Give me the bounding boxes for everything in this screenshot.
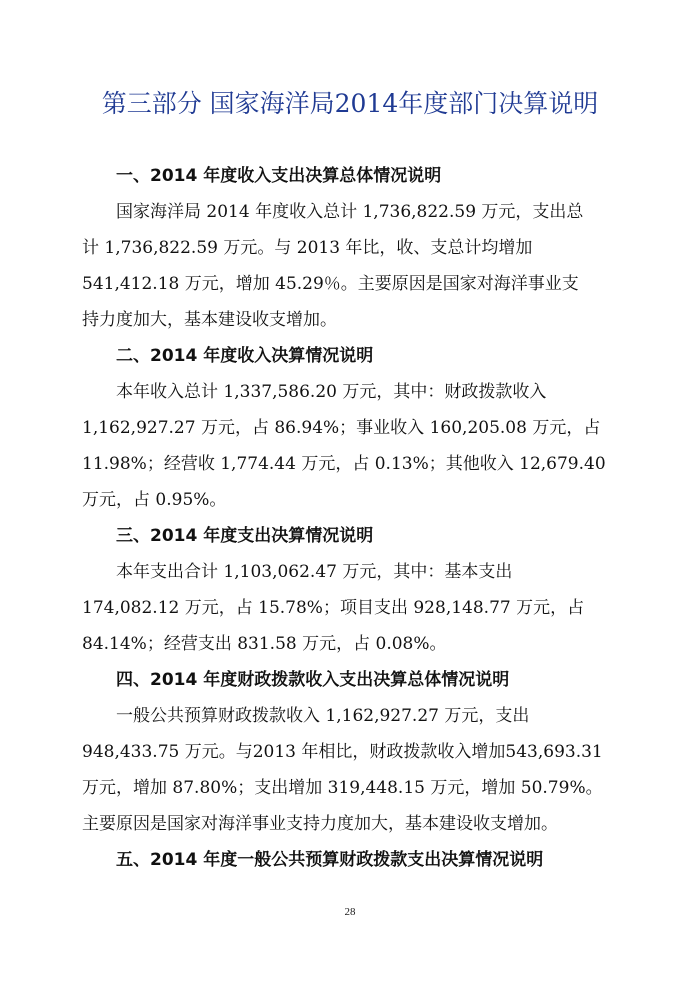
section-heading-3: 三、2014 年度支出决算情况说明	[116, 526, 374, 546]
paragraph-line: 主要原因是国家对海洋事业支持力度加大，基本建设收支增加。	[82, 814, 558, 834]
paragraph-line: 国家海洋局 2014 年度收入总计 1,736,822.59 万元，支出总	[116, 202, 584, 222]
paragraph-line: 万元，增加 87.80%；支出增加 319,448.15 万元，增加 50.79%。	[82, 778, 603, 798]
section-heading-4: 四、2014 年度财政拨款收入支出决算总体情况说明	[116, 670, 510, 690]
paragraph-line: 一般公共预算财政拨款收入 1,162,927.27 万元，支出	[116, 706, 530, 726]
section-heading-1: 一、2014 年度收入支出决算总体情况说明	[116, 166, 442, 186]
paragraph-line: 计 1,736,822.59 万元。与 2013 年比，收、支总计均增加	[82, 238, 533, 258]
paragraph-line: 84.14%；经营支出 831.58 万元，占 0.08%。	[82, 634, 447, 654]
paragraph-line: 本年收入总计 1,337,586.20 万元，其中：财政拨款收入	[116, 382, 547, 402]
paragraph-line: 万元，占 0.95%。	[82, 490, 227, 510]
document-body	[82, 158, 618, 878]
section-heading-2: 二、2014 年度收入决算情况说明	[116, 346, 374, 366]
paragraph-line: 11.98%；经营收 1,774.44 万元，占 0.13%；其他收入 12,679.40	[82, 454, 606, 474]
section-heading-5: 五、2014 年度一般公共预算财政拨款支出决算情况说明	[116, 850, 544, 870]
paragraph-line: 持力度加大，基本建设收支增加。	[82, 310, 337, 330]
section-paragraph-1	[82, 194, 618, 338]
section-paragraph-2	[82, 374, 618, 518]
paragraph-line: 541,412.18 万元，增加 45.29％。主要原因是国家对海洋事业支	[82, 274, 579, 294]
paragraph-line: 174,082.12 万元，占 15.78%；项目支出 928,148.77 万元，占	[82, 598, 585, 618]
paragraph-line: 本年支出合计 1,103,062.47 万元，其中：基本支出	[116, 562, 513, 582]
paragraph-line: 948,433.75 万元。与2013 年相比，财政拨款收入增加543,693.31	[82, 742, 603, 762]
section-paragraph-3	[82, 554, 618, 662]
paragraph-line: 1,162,927.27 万元，占 86.94%；事业收入 160,205.08 万元，占	[82, 418, 601, 438]
page-number: 28	[344, 906, 356, 918]
section-paragraph-4	[82, 698, 618, 842]
page-title: 第三部分 国家海洋局2014年度部门决算说明	[101, 89, 599, 118]
